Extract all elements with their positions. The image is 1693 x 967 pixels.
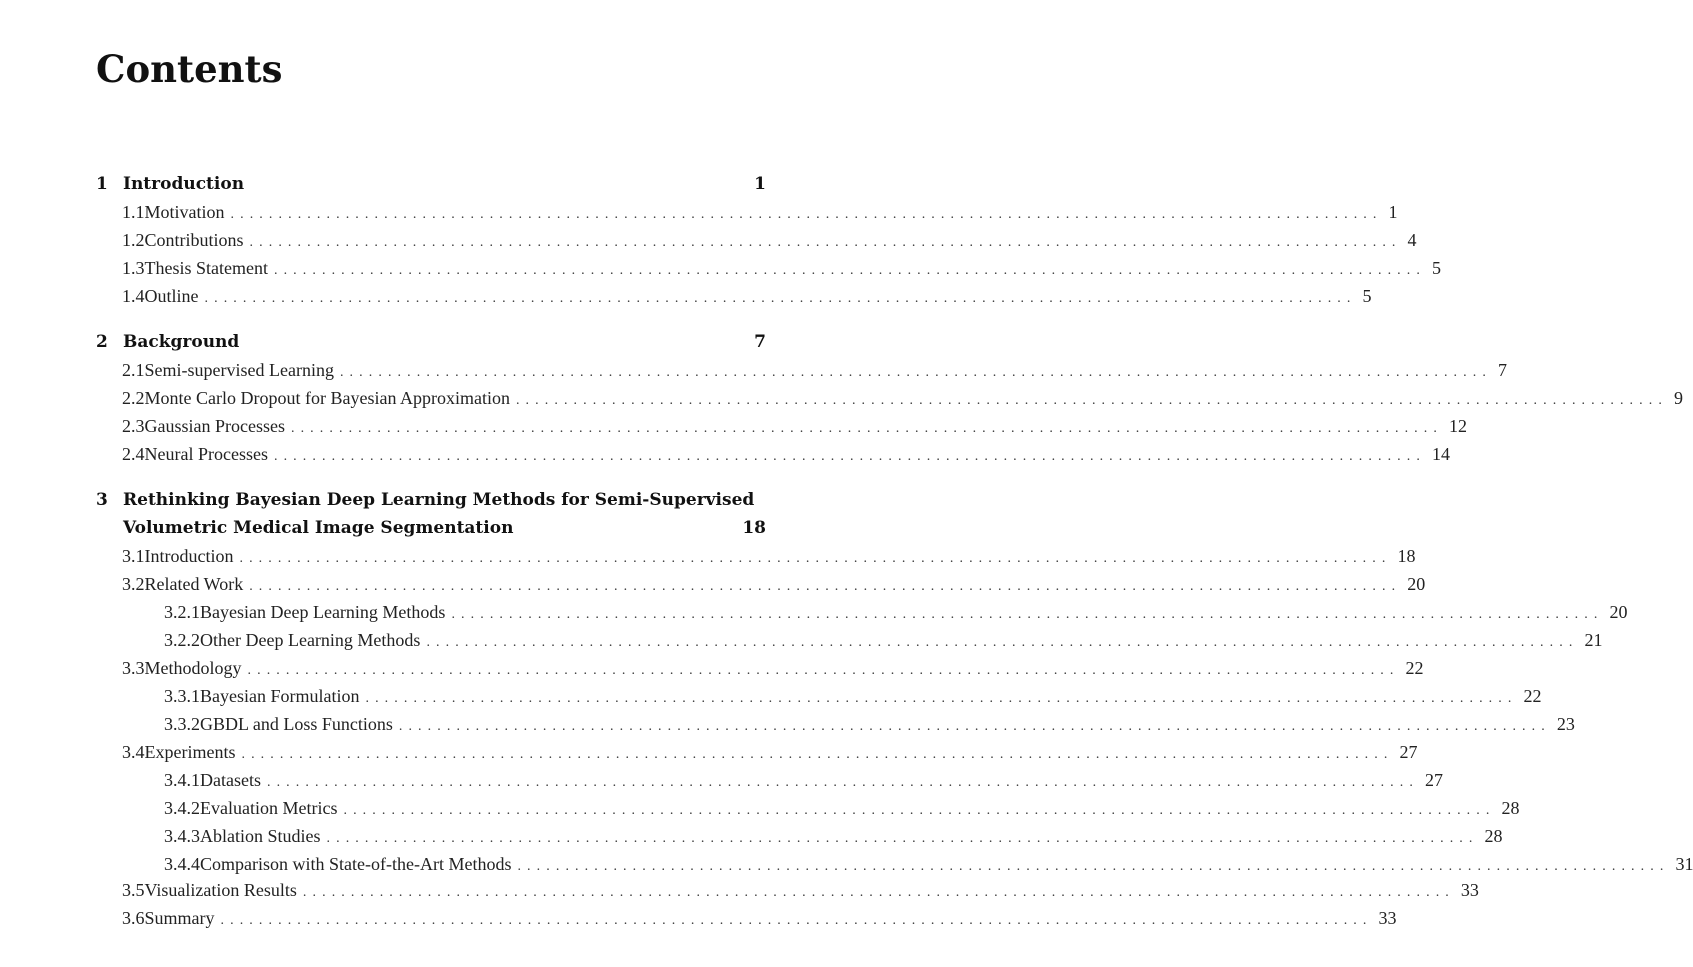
toc-page-number: 22 <box>1405 658 1424 678</box>
toc-section-3-6[interactable] <box>122 904 1397 932</box>
toc-number: 3.3 <box>122 658 145 678</box>
dot-leader: ........................................................................................................................ <box>247 663 1400 678</box>
dot-leader: ........................................................................................................................ <box>273 263 1426 278</box>
toc-page-number: 28 <box>1501 798 1520 818</box>
toc-number: 3.2.1 <box>164 602 200 622</box>
page-title: Contents <box>96 47 283 91</box>
dot-leader: ........................................................................................................................ <box>241 747 1394 762</box>
toc-title: Ablation Studies <box>200 826 321 846</box>
toc-number: 3.4 <box>122 742 145 762</box>
dot-leader: ........................................................................................................................ <box>451 607 1604 622</box>
toc-number: 3 <box>96 490 108 510</box>
toc-page-number: 18 <box>742 518 766 538</box>
toc-page-number: 14 <box>1431 444 1450 464</box>
toc-title: Semi-supervised Learning <box>144 360 334 380</box>
toc-page-number: 20 <box>1609 602 1628 622</box>
dot-leader: ........................................................................................................................ <box>339 365 1492 380</box>
toc-title: Motivation <box>144 202 225 222</box>
toc-subsection-3-3-2[interactable] <box>164 710 1575 738</box>
dot-leader: ........................................................................................................................ <box>220 913 1373 928</box>
toc-page-number: 33 <box>1378 908 1397 928</box>
toc-title: Visualization Results <box>144 880 297 900</box>
toc-number: 3.6 <box>122 908 145 928</box>
toc-number: 3.3.2 <box>164 714 200 734</box>
toc-page-number: 27 <box>1424 770 1443 790</box>
toc-number: 2.3 <box>122 416 145 436</box>
toc-title: Datasets <box>200 770 261 790</box>
toc-page-number: 27 <box>1399 742 1418 762</box>
toc-subsection-3-2-1[interactable] <box>164 598 1628 626</box>
toc-title: Bayesian Deep Learning Methods <box>200 602 446 622</box>
toc-title: Evaluation Metrics <box>200 798 338 818</box>
dot-leader: ........................................................................................................................ <box>343 803 1496 818</box>
toc-title: Other Deep Learning Methods <box>200 630 421 650</box>
toc-page-number: 18 <box>1397 546 1416 566</box>
toc-number: 1.1 <box>122 202 145 222</box>
dot-leader: ........................................................................................................................ <box>326 831 1479 846</box>
toc-number: 2.4 <box>122 444 145 464</box>
toc-page-number: 23 <box>1556 714 1575 734</box>
toc-chapter-3-continuation[interactable] <box>123 514 766 542</box>
toc-subsection-3-3-1[interactable] <box>164 682 1542 710</box>
toc-title: Introduction <box>144 546 234 566</box>
dot-leader: ........................................................................................................................ <box>365 691 1518 706</box>
toc-section-2-1[interactable] <box>122 356 1507 384</box>
toc-number: 1.2 <box>122 230 145 250</box>
toc-number: 2.1 <box>122 360 145 380</box>
dot-leader: ........................................................................................................................ <box>515 393 1668 408</box>
toc-number: 3.2.2 <box>164 630 200 650</box>
toc-title: Experiments <box>144 742 236 762</box>
toc-title: Thesis Statement <box>144 258 268 278</box>
toc-number: 2.2 <box>122 388 145 408</box>
toc-subsection-3-4-4[interactable] <box>164 850 1693 878</box>
dot-leader: ........................................................................................................................ <box>302 885 1455 900</box>
toc-number: 3.2 <box>122 574 145 594</box>
toc-chapter-2[interactable] <box>96 328 766 356</box>
dot-leader: ........................................................................................................................ <box>398 719 1551 734</box>
toc-chapter-3[interactable] <box>96 486 766 514</box>
toc-section-3-4[interactable] <box>122 738 1418 766</box>
dot-leader: ........................................................................................................................ <box>266 775 1419 790</box>
toc-title: Summary <box>144 908 215 928</box>
toc-section-3-5[interactable] <box>122 876 1479 904</box>
toc-title: Introduction <box>123 174 245 194</box>
toc-title: Methodology <box>144 658 242 678</box>
toc-section-3-1[interactable] <box>122 542 1416 570</box>
toc-page-number: 31 <box>1675 854 1693 874</box>
dot-leader: ........................................................................................................................ <box>517 859 1670 874</box>
toc-section-3-3[interactable] <box>122 654 1424 682</box>
toc-title: Monte Carlo Dropout for Bayesian Approximation <box>144 388 510 408</box>
toc-subsection-3-4-3[interactable] <box>164 822 1503 850</box>
toc-section-1-3[interactable] <box>122 254 1441 282</box>
toc-title: Bayesian Formulation <box>200 686 360 706</box>
toc-number: 3.4.3 <box>164 826 200 846</box>
dot-leader: ........................................................................................................................ <box>290 421 1443 436</box>
toc-section-3-2[interactable] <box>122 570 1426 598</box>
toc-chapter-1[interactable] <box>96 170 766 198</box>
toc-title: Contributions <box>144 230 244 250</box>
toc-title: Related Work <box>144 574 244 594</box>
dot-leader: ........................................................................................................................ <box>230 207 1383 222</box>
toc-page-number: 12 <box>1448 416 1467 436</box>
toc-page-number: 7 <box>1497 360 1507 380</box>
toc-title: GBDL and Loss Functions <box>200 714 393 734</box>
toc-title: Rethinking Bayesian Deep Learning Methods for Semi-Supervised <box>123 490 755 510</box>
dot-leader: ........................................................................................................................ <box>204 291 1357 306</box>
toc-page-number: 5 <box>1431 258 1441 278</box>
toc-section-2-4[interactable] <box>122 440 1450 468</box>
toc-number: 1 <box>96 174 108 194</box>
toc-section-2-3[interactable] <box>122 412 1467 440</box>
toc-page-number: 7 <box>754 332 766 352</box>
dot-leader: ........................................................................................................................ <box>426 635 1579 650</box>
toc-page-number: 4 <box>1407 230 1417 250</box>
toc-number: 3.1 <box>122 546 145 566</box>
dot-leader: ........................................................................................................................ <box>273 449 1426 464</box>
toc-title: Background <box>123 332 240 352</box>
toc-page-number: 21 <box>1584 630 1603 650</box>
dot-leader: ........................................................................................................................ <box>249 579 1402 594</box>
toc-page-number: 1 <box>1388 202 1398 222</box>
toc-page-number: 20 <box>1407 574 1426 594</box>
toc-title-continuation: Volumetric Medical Image Segmentation <box>123 518 514 538</box>
toc-page-number: 9 <box>1673 388 1683 408</box>
toc-section-1-4[interactable] <box>122 282 1372 310</box>
toc-number: 1.3 <box>122 258 145 278</box>
toc-page-number: 22 <box>1523 686 1542 706</box>
toc-title: Gaussian Processes <box>144 416 285 436</box>
toc-number: 3.4.4 <box>164 854 200 874</box>
toc-number: 3.4.1 <box>164 770 200 790</box>
toc-title: Comparison with State-of-the-Art Methods <box>200 854 512 874</box>
toc-title: Neural Processes <box>144 444 268 464</box>
toc-number: 3.4.2 <box>164 798 200 818</box>
toc-subsection-3-4-2[interactable] <box>164 794 1520 822</box>
toc-number: 3.3.1 <box>164 686 200 706</box>
toc-title: Outline <box>144 286 199 306</box>
toc-subsection-3-2-2[interactable] <box>164 626 1603 654</box>
dot-leader: ........................................................................................................................ <box>239 551 1392 566</box>
toc-page-number: 28 <box>1484 826 1503 846</box>
toc-page-number: 33 <box>1460 880 1479 900</box>
toc-subsection-3-4-1[interactable] <box>164 766 1443 794</box>
toc-page-number: 5 <box>1362 286 1372 306</box>
toc-page-number: 1 <box>754 174 766 194</box>
toc-section-1-2[interactable] <box>122 226 1417 254</box>
toc-number: 3.5 <box>122 880 145 900</box>
dot-leader: ........................................................................................................................ <box>249 235 1402 250</box>
toc-section-2-2[interactable] <box>122 384 1683 412</box>
toc-number: 1.4 <box>122 286 145 306</box>
toc-number: 2 <box>96 332 108 352</box>
toc-section-1-1[interactable] <box>122 198 1398 226</box>
